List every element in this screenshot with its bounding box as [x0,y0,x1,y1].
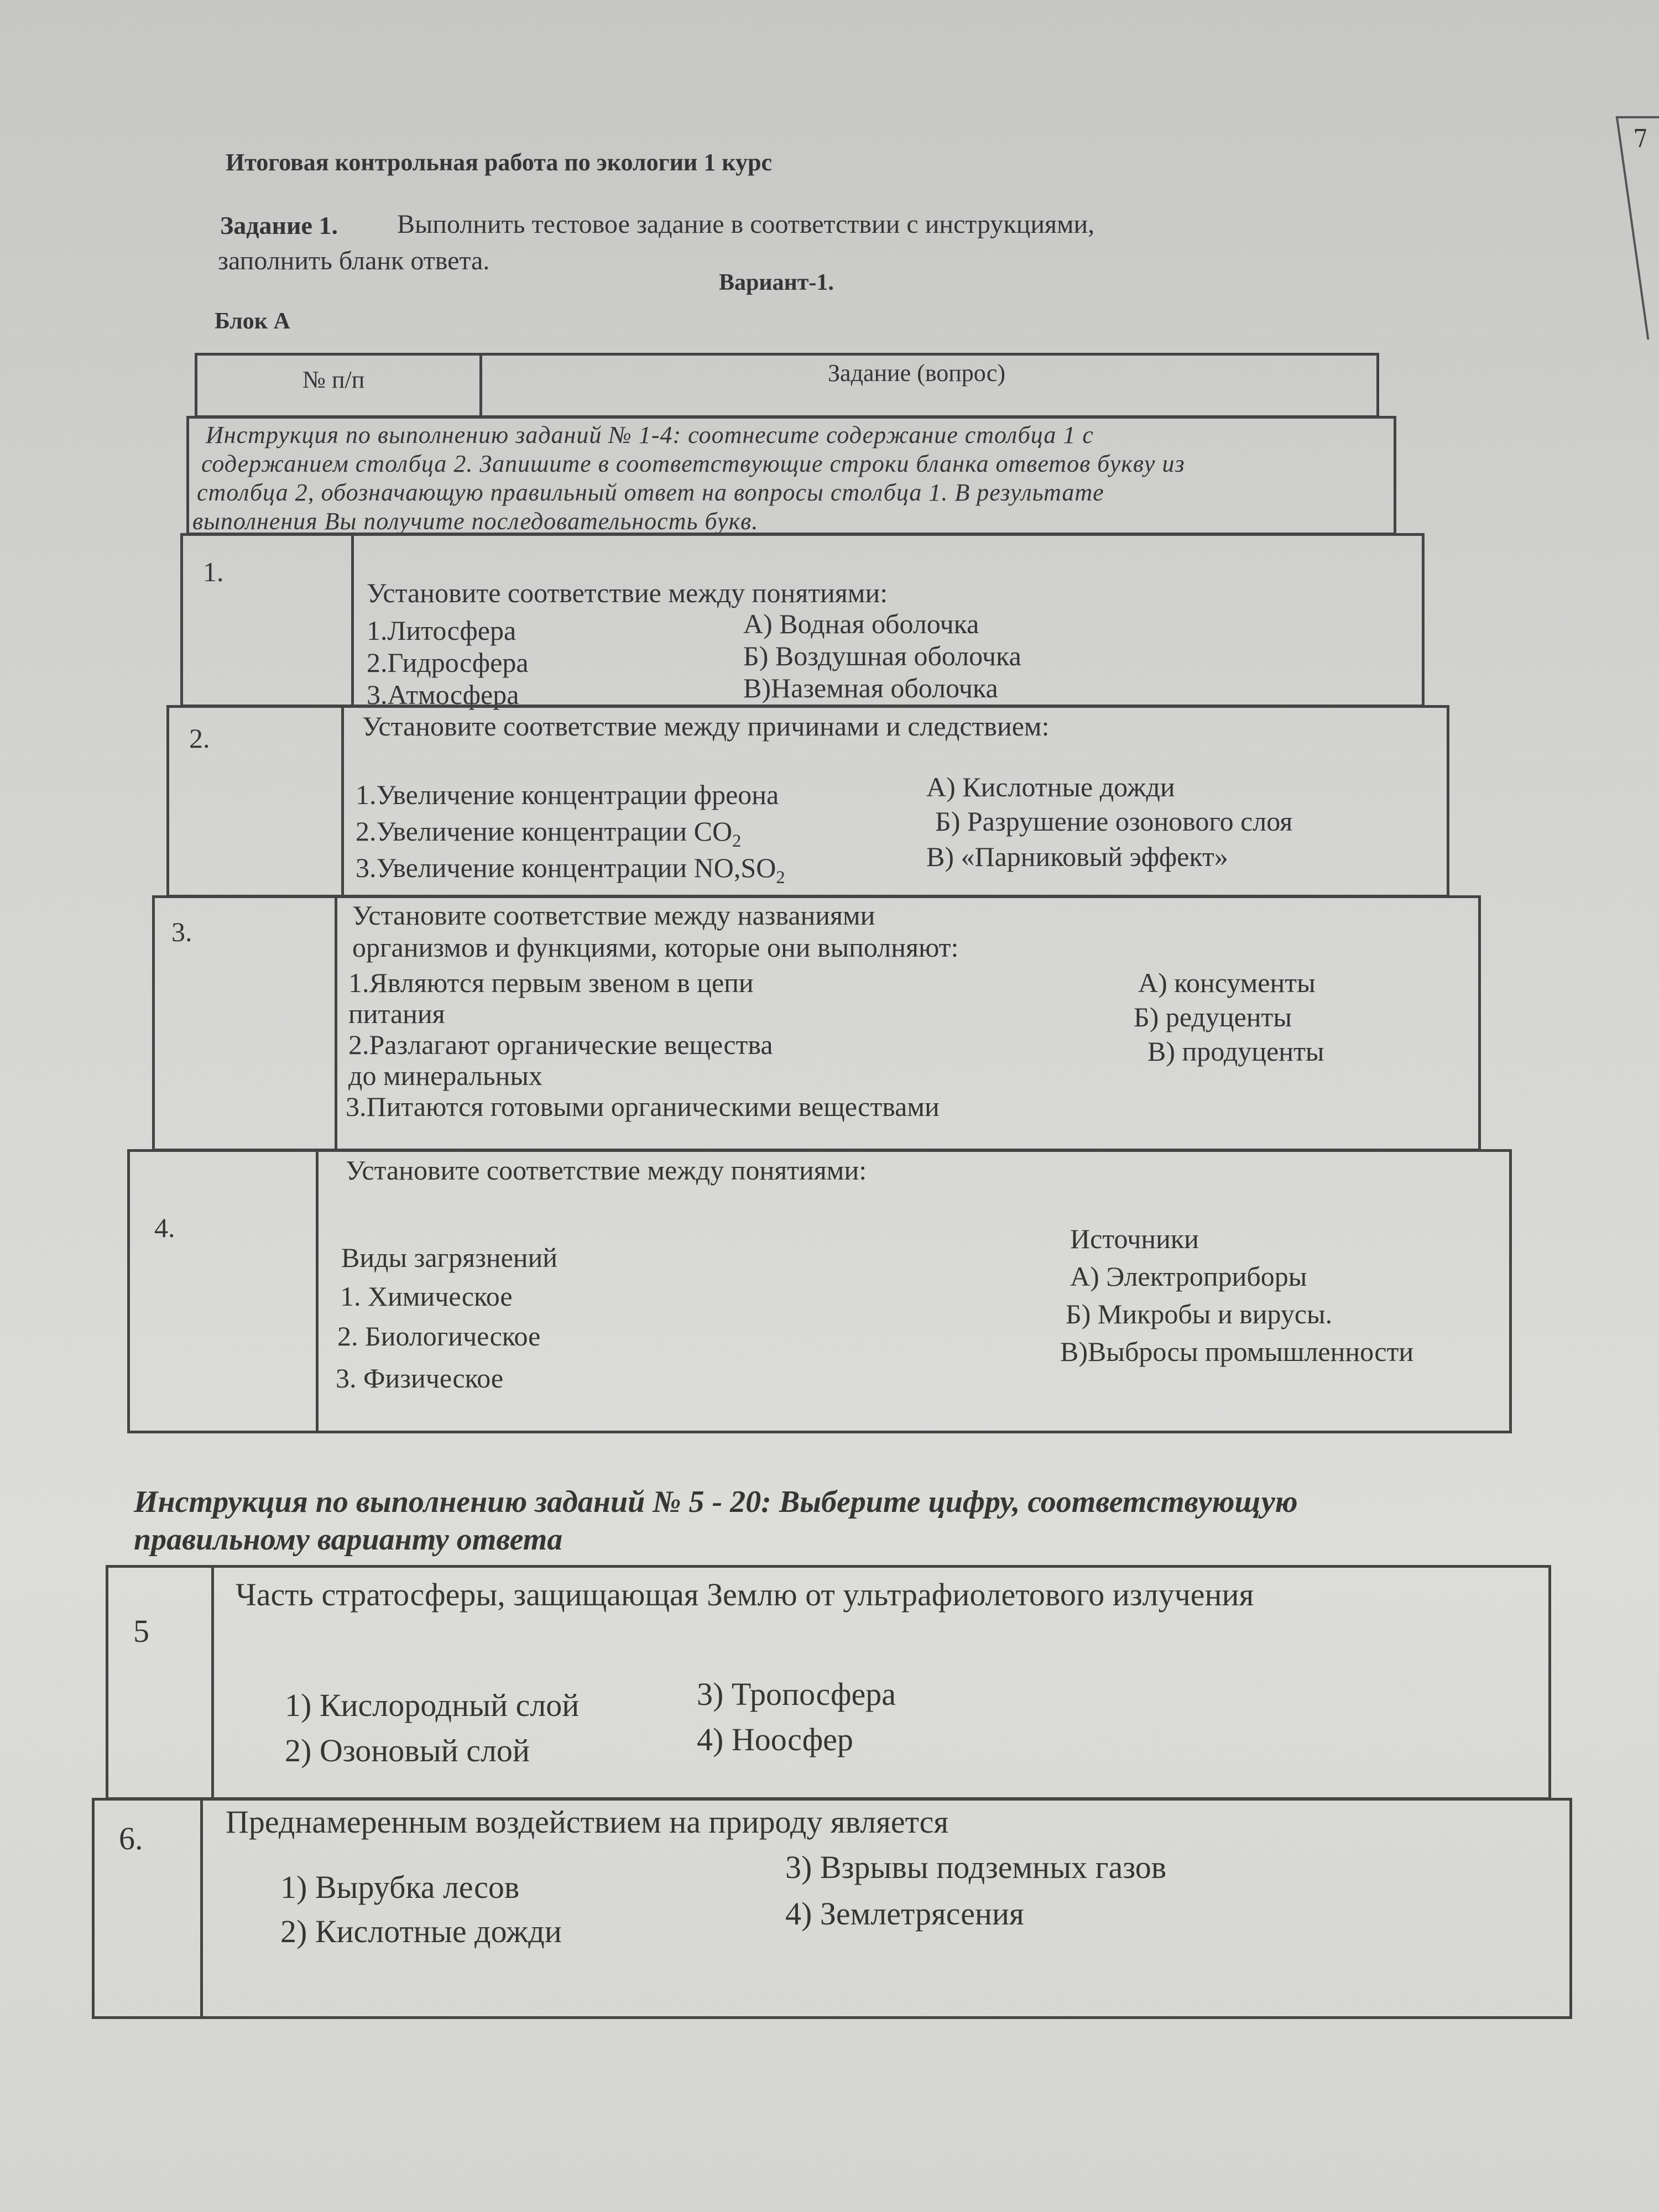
instruction-row [186,416,1396,535]
right-item: В)Наземная оболочка [743,672,998,703]
option: 2) Озоновый слой [285,1733,530,1768]
option: 3) Взрывы подземных газов [785,1849,1167,1885]
right-item: Б) Разрушение озонового слоя [935,806,1293,837]
option: 4) Ноосфер [697,1721,853,1757]
task1-text: Выполнить тестовое задание в соответствии с инструкциями, [397,210,1095,239]
table-row-5 [106,1565,1551,1800]
option: 4) Землетрясения [785,1896,1024,1932]
question-text: Установите соответствие между понятиями: [346,1155,867,1186]
question-text: Установите соответствие между причинами и следствием: [362,711,1050,742]
left-item: питания [348,998,445,1029]
left-title: Виды загрязнений [341,1242,558,1273]
question-text: Установите соответствие между понятиями: [367,577,888,608]
row-number: 5 [133,1613,149,1649]
subscript: 2 [776,868,785,888]
task1-text-2: заполнить бланк ответа. [218,246,490,275]
right-item: В)Выбросы промышленности [1060,1336,1414,1367]
question-text: Установите соответствие между названиями [352,900,875,931]
instruction-line: выполнения Вы получите последовательность букв. [192,508,759,535]
next-page-edge [1616,116,1659,340]
right-item: А) Электроприборы [1070,1261,1307,1292]
header-question: Задание (вопрос) [828,359,1006,387]
table-row-3 [152,895,1481,1151]
table-row-4 [127,1149,1512,1433]
right-item: А) Водная оболочка [743,608,979,639]
left-item: 1.Увеличение концентрации фреона [356,779,779,810]
right-item: Б) Микробы и вирусы. [1066,1298,1333,1329]
subscript: 2 [732,831,742,851]
instruction2-line: Инструкция по выполнению заданий № 5 - 20: Выберите цифру, соответствующую [134,1485,1298,1519]
instruction-line: столбца 2, обозначающую правильный ответ на вопросы столбца 1. В результате [197,479,1104,506]
right-item: Б) редуценты [1134,1001,1292,1032]
right-item: А) консументы [1138,967,1316,998]
row-number: 6. [119,1820,143,1856]
option: 1) Вырубка лесов [280,1869,520,1905]
table-row-6 [92,1798,1572,2019]
left-item: 3.Питаются готовыми органическими веществами [346,1091,940,1122]
left-item: 1.Литосфера [367,615,517,646]
right-item: В) «Парниковый эффект» [926,841,1228,872]
left-item [356,817,741,851]
left-item: до минеральных [348,1060,543,1091]
table1-header [195,353,1379,418]
row-number: 1. [203,556,224,587]
right-item: А) Кислотные дожди [926,771,1175,802]
task1-label: Задание 1. [220,211,338,239]
left-item-text: 3.Увеличение концентрации NO,SO [356,852,776,883]
row-number: 4. [154,1212,175,1243]
left-item: 2.Гидросфера [367,647,529,678]
left-item: 2.Разлагают органические вещества [348,1029,773,1060]
table-row-2 [166,705,1449,898]
instruction2-line: правильному варианту ответа [134,1522,563,1557]
left-item-text: 2.Увеличение концентрации CO [356,816,733,847]
right-item: Б) Воздушная оболочка [743,640,1021,671]
question-text: Преднамеренным воздействием на природу является [226,1804,949,1840]
table-row-1 [180,533,1425,710]
header-number: № п/п [302,366,365,393]
right-item: В) продуценты [1147,1036,1324,1067]
option: 3) Тропосфера [697,1676,896,1712]
left-item: 1. Химическое [340,1281,513,1312]
option: 1) Кислородный слой [285,1687,580,1723]
left-item: 1.Являются первым звеном в цепи [348,967,754,998]
page-title: Итоговая контрольная работа по экологии 1 курс [226,149,773,176]
row-number: 2. [189,723,210,754]
row-number: 3. [171,916,192,947]
left-item: 2. Биологическое [337,1321,541,1352]
option: 2) Кислотные дожди [280,1913,562,1949]
right-title: Источники [1070,1223,1199,1254]
instruction-line: содержанием столбца 2. Запишите в соответствующие строки бланка ответов букву из [201,450,1185,477]
variant: Вариант-1. [719,270,834,295]
left-item: 3. Физическое [336,1363,504,1394]
left-item [356,854,785,887]
question-text: Часть стратосферы, защищающая Землю от ультрафиолетового излучения [236,1577,1254,1613]
instruction-line: Инструкция по выполнению заданий № 1-4: соотнесите содержание столбца 1 с [206,421,1094,448]
block-label: Блок А [215,309,290,334]
left-item: 3.Атмосфера [367,679,519,710]
page-number: 7 [1632,122,1651,153]
question-text: организмов и функциями, которые они выполняют: [352,932,959,963]
